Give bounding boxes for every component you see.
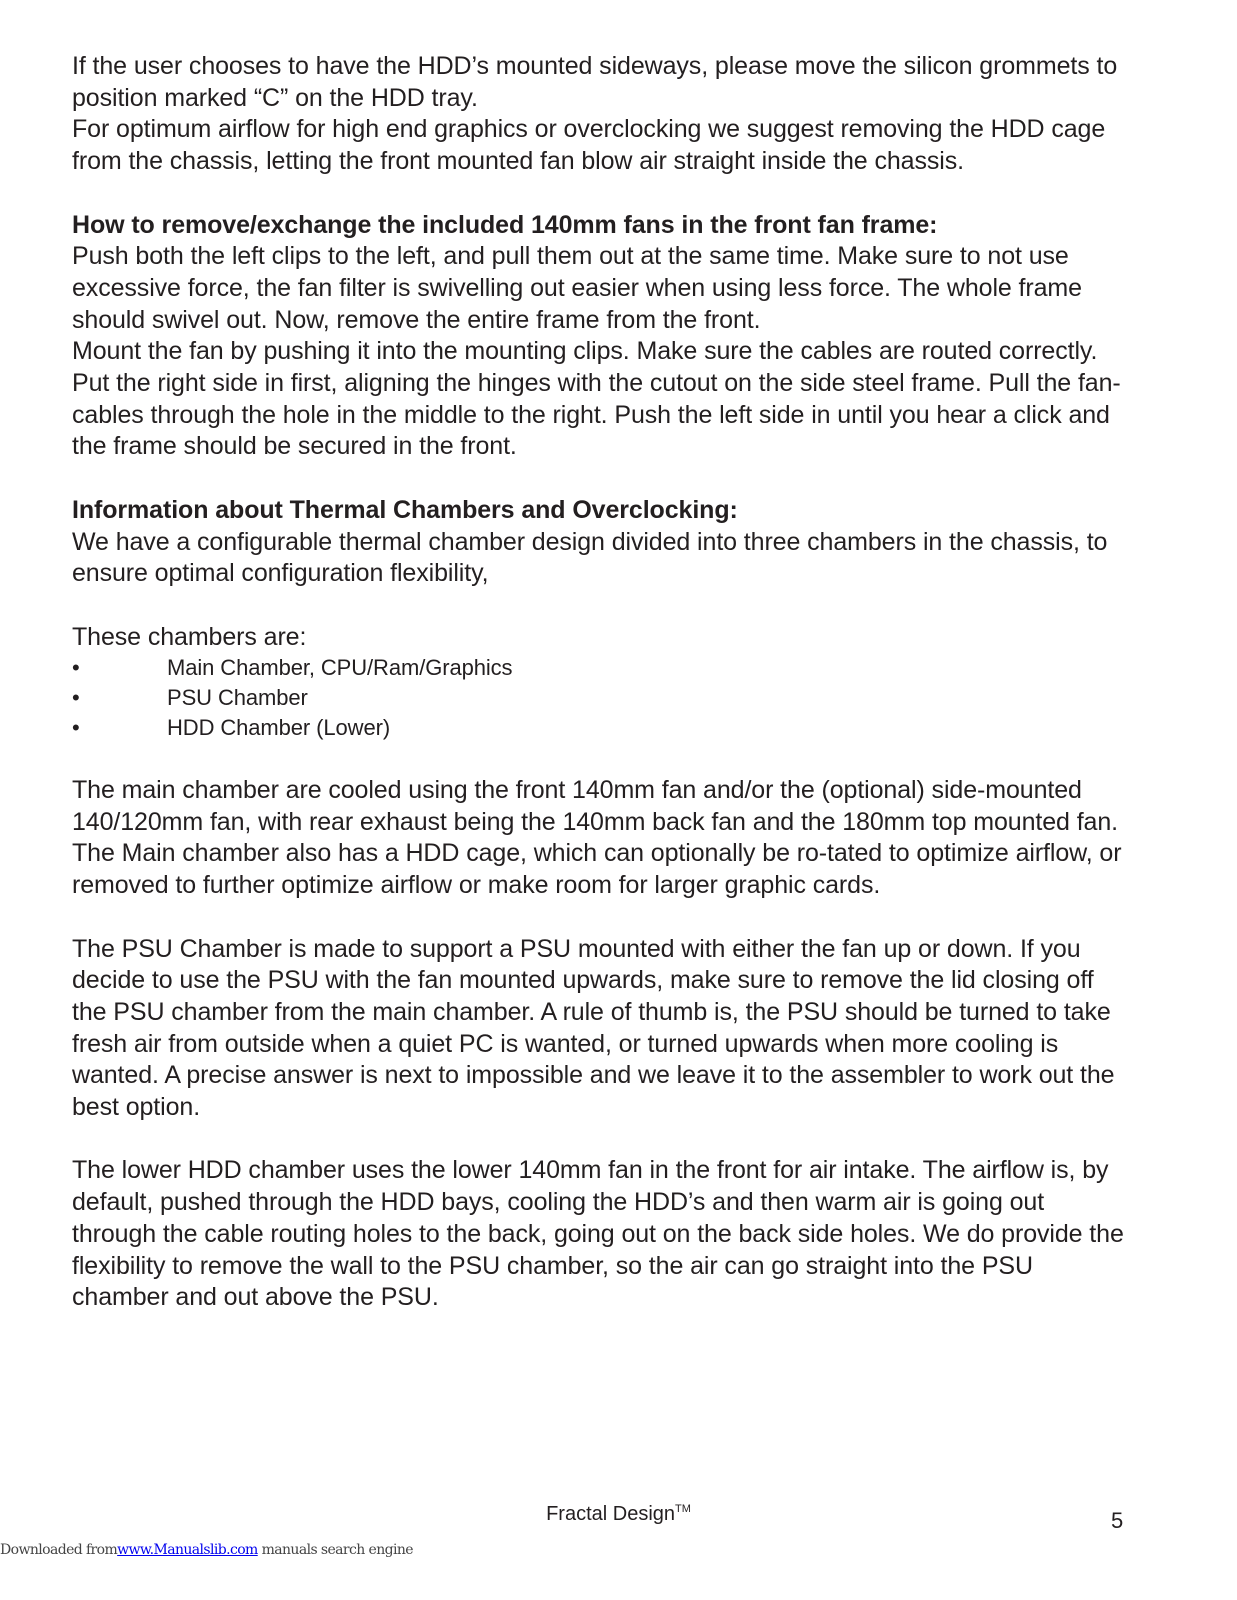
bullet-icon: • <box>72 715 80 741</box>
psu-chamber-paragraph: The PSU Chamber is made to support a PSU mounted with either the fan up or down. If you decide to use the PSU with the fan mounted upwards, make sure to remove the lid closing off the PSU chamber from the main chamber. A rule of thumb is, the PSU should be turned to take fresh air from outside when a quiet PC is wanted, or turned upwards when more cooling is wanted. A precise answer is next to impossible and we leave it to the assembler to work out the best option. <box>72 934 1115 1122</box>
thermal-section-heading: Information about Thermal Chambers and Overclocking: <box>72 495 738 524</box>
chambers-list-intro: These chambers are: <box>72 622 307 651</box>
list-item <box>72 653 1132 683</box>
intro-paragraph-airflow: For optimum airflow for high end graphics or overclocking we suggest removing the HDD cage from the chassis, letting the front mounted fan blow air straight inside the chassis. <box>72 115 1106 176</box>
bullet-icon: • <box>72 655 80 681</box>
hdd-chamber-paragraph: The lower HDD chamber uses the lower 140mm fan in the front for air intake. The airflow is, by default, pushed through the HDD bays, cooling the HDD’s and then warm air is going out through the cable routing holes to the back, going out on the back side holes. We do provide the flexibility to remove the wall to the PSU chamber, so the air can go straight into the PSU chamber and out above the PSU. <box>72 1156 1124 1312</box>
bullet-icon: • <box>72 685 80 711</box>
brand-name: Fractal Design <box>546 1503 676 1525</box>
list-item-label: PSU Chamber <box>167 685 308 711</box>
trademark-mark: TM <box>675 1503 691 1515</box>
list-item-label: HDD Chamber (Lower) <box>167 715 391 741</box>
list-item <box>72 713 1132 743</box>
fans-paragraph-remove: Push both the left clips to the left, and pull them out at the same time. Make sure to not use excessive force, the fan filter is swivelling out easier when using less force. The whole frame should swivel out. Now, remove the entire frame from the front. <box>72 242 1082 334</box>
page-body <box>72 51 1132 1314</box>
thermal-paragraph-intro: We have a configurable thermal chamber design divided into three chambers in the chassis, to ensure optimal configuration flexibility, <box>72 527 1108 588</box>
fans-paragraph-mount: Mount the fan by pushing it into the mounting clips. Make sure the cables are routed correctly. <box>72 337 1098 366</box>
footer-brand <box>0 1503 1237 1526</box>
intro-paragraph-grommets: If the user chooses to have the HDD’s mounted sideways, please move the silicon grommets to position marked “C” on the HDD tray. <box>72 52 1118 112</box>
main-chamber-paragraph: The main chamber are cooled using the front 140mm fan and/or the (optional) side-mounted 140/120mm fan, with rear exhaust being the 140mm back fan and the 180mm top mounted fan. The Main chamber also has a HDD cage, which can optionally be ro-tated to optimize airflow, or removed to further optimize airflow or make room for larger graphic cards. <box>72 776 1122 900</box>
page-number: 5 <box>1111 1508 1124 1533</box>
fans-section-heading: How to remove/exchange the included 140mm fans in the front fan frame: <box>72 210 938 239</box>
fans-paragraph-reinsert: Put the right side in first, aligning the hinges with the cutout on the side steel frame. Pull the fan-cables through the hole in the middle to the right. Push the left side in until you hear a click and the frame should be secured in the front. <box>72 369 1121 461</box>
download-prefix: Downloaded from <box>0 1542 118 1558</box>
download-bar <box>0 1542 413 1558</box>
download-suffix: manuals search engine <box>257 1542 413 1558</box>
manualslib-link[interactable]: www.Manualslib.com <box>117 1542 258 1558</box>
list-item <box>72 683 1132 713</box>
list-item-label: Main Chamber, CPU/Ram/Graphics <box>167 655 513 681</box>
chambers-list <box>72 653 1132 743</box>
